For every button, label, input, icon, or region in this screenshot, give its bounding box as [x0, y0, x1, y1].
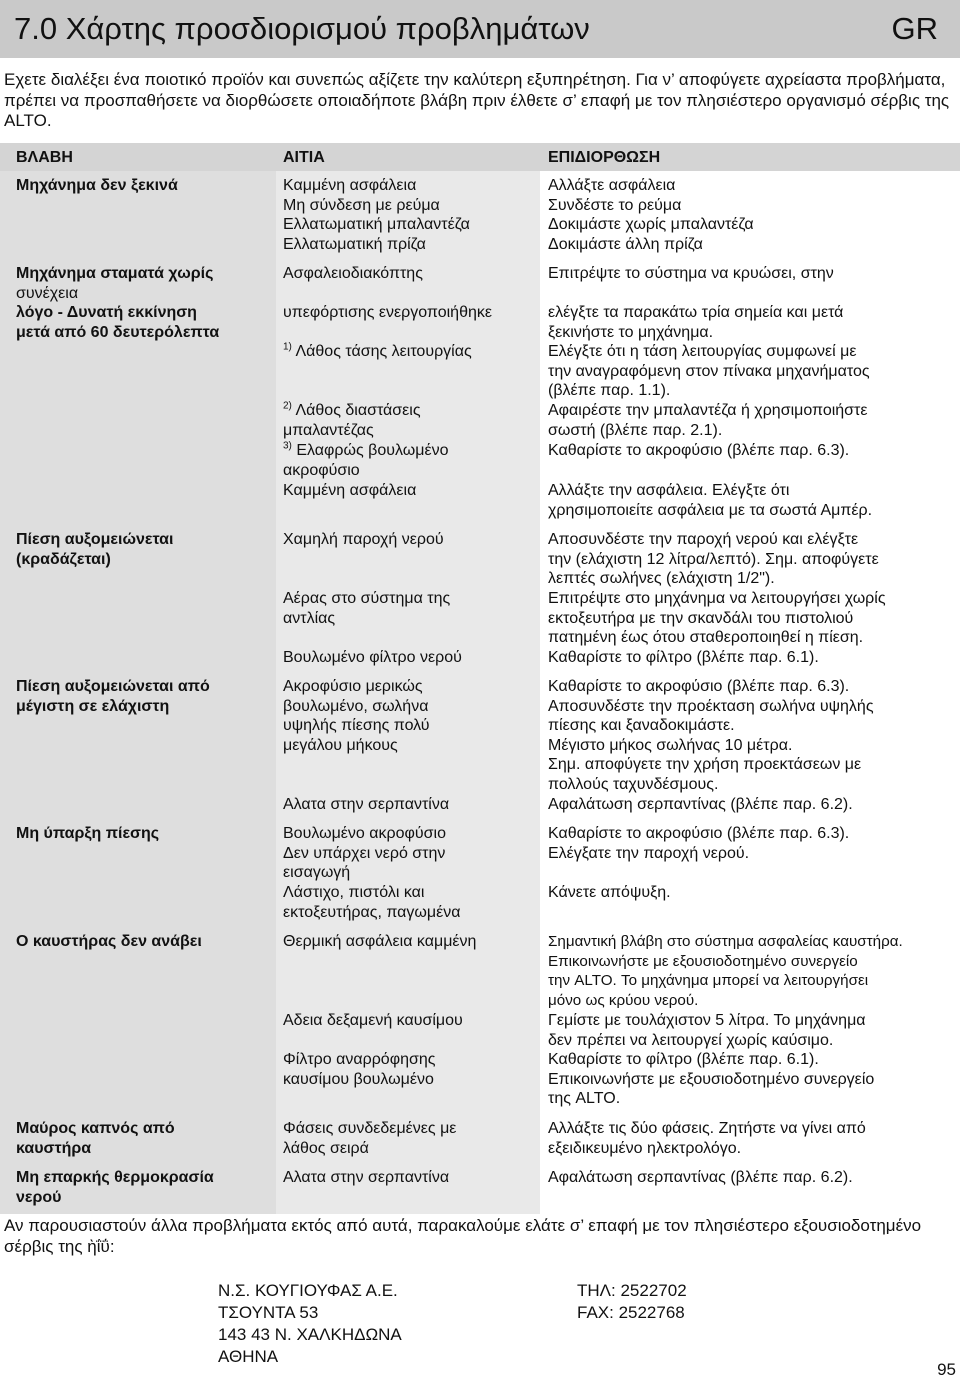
remedy-cell: Αλλάξτε ασφάλεια Συνδέστε το ρεύμα Δοκιμάστε χωρίς μπαλαντέζα Δοκιμάστε άλλη πρίζα	[548, 177, 754, 253]
remedy-cell: Αφαιρέστε την μπαλαντέζα ή χρησιμοποιήστε σωστή (βλέπε παρ. 2.1).	[548, 402, 868, 439]
cause-cell: Καμμένη ασφάλεια	[283, 482, 417, 499]
cause-cell: Λάστιχο, πιστόλι και εκτοξευτήρας, παγωμένα	[283, 884, 461, 921]
fault-cell: Μη επαρκής θερμοκρασία νερού	[16, 1169, 214, 1206]
intro-paragraph: Εχετε διαλέξει ένα ποιοτικό προϊόν και συνεπώς αξίζετε την καλύτερη εξυπηρέτηση. Για ν’ αποφύγετε αχρείαστα προβλήματα, πρέπει να προσπαθήσετε να διορθώσετε οποιαδήποτε βλάβη πριν έλθετε σ’ επαφή με τον πλησιέστερο οργανισμό σέρβις της ALTO.	[4, 70, 950, 130]
service-phone: ΤΗΛ: 2522702	[577, 1281, 687, 1300]
cause-cell: Καμμένη ασφάλεια Μη σύνδεση με ρεύμα Ελλατωματική μπαλαντέζα Ελλατωματική πρίζα	[283, 177, 470, 253]
service-fax: FAX: 2522768	[577, 1303, 685, 1322]
cause-cell: Χαμηλή παροχή νερού	[283, 531, 444, 548]
remedy-cell: Αποσυνδέστε την παροχή νερού και ελέγξτε την (ελάχιστη 12 λίτρα/λεπτό). Σημ. αποφύγετε λεπτές σωλήνες (ελάχιστη 1/2").	[548, 531, 879, 588]
service-address: Ν.Σ. ΚΟΥΓΙΟΥΦΑΣ Α.Ε. ΤΣΟΥΝΤΑ 53 143 43 Ν. ΧΑΛΚΗΔΩΝΑ ΑΘΗΝΑ	[218, 1281, 402, 1366]
outro-paragraph: Αν παρουσιαστούν άλλα προβλήματα εκτός από αυτά, παρακαλούμε ελάτε σ’ επαφή με τον πλησιέστερο εξουσιοδοτημένο σέρβις της ὴΐΰ:	[4, 1216, 922, 1256]
fault-cell-cont: λόγο - Δυνατή εκκίνηση μετά από 60 δευτερόλεπτα	[16, 304, 220, 341]
cause-text: Λάθος διαστάσεις μπαλαντέζας	[283, 402, 421, 439]
cause-cell: Αδεια δεξαμενή καυσίμου	[283, 1012, 463, 1029]
fault-cell: Μηχάνημα δεν ξεκινά	[16, 177, 178, 194]
fault-cell: Μαύρος καπνός από καυστήρα	[16, 1120, 175, 1157]
cause-cell: Αλατα στην σερπαντίνα	[283, 796, 450, 813]
cause-cell	[283, 401, 421, 440]
fault-cell: Μηχάνημα σταματά χωρίς	[16, 265, 214, 282]
cause-cell: Ακροφύσιο μερικώς βουλωμένο, σωλήνα υψηλής πίεσης πολύ μεγάλου μήκους	[283, 678, 430, 754]
page-header	[0, 0, 960, 58]
cause-cell	[283, 441, 449, 480]
cause-cell: Βουλωμένο ακροφύσιο Δεν υπάρχει νερό στην εισαγωγή	[283, 825, 446, 882]
cause-cell: Ασφαλειοδιακόπτης	[283, 265, 423, 282]
footnote-marker: 1)	[283, 341, 292, 353]
remedy-cell: Σημαντική βλάβη στο σύστημα ασφαλείας καυστήρα. Επικοινωνήστε με εξουσιοδοτημένο συνεργείο την ALTO. Το μηχάνημα μπορεί να λειτουργήσει μόνο ως κρύου νερού.	[548, 933, 903, 1009]
fault-cell-cont: συνέχεια	[16, 285, 79, 302]
cause-cell: Θερμική ασφάλεια καμμένη	[283, 933, 477, 950]
fault-cell: Μη ύπαρξη πίεσης	[16, 825, 160, 842]
remedy-cell: Αφαλάτωση σερπαντίνας (βλέπε παρ. 6.2).	[548, 796, 853, 813]
remedy-cell: Αλλάξτε την ασφάλεια. Ελέγξτε ότι χρησιμοποιείτε ασφάλεια με τα σωστά Αμπέρ.	[548, 482, 873, 519]
cause-cell: υπεφόρτισης ενεργοποιήθηκε	[283, 304, 493, 321]
cause-cell: Φίλτρο αναρρόφησης καυσίμου βουλωμένο	[283, 1051, 436, 1088]
cause-cell: Φάσεις συνδεδεμένες με λάθος σειρά	[283, 1120, 457, 1157]
header-fault: ΒΛΑΒΗ	[16, 149, 73, 166]
cause-cell: Αλατα στην σερπαντίνα	[283, 1169, 450, 1186]
table-header-band	[0, 143, 960, 171]
fault-cell: Πίεση αυξομειώνεται από μέγιστη σε ελάχιστη	[16, 678, 210, 715]
remedy-cell: Αλλάξτε τις δύο φάσεις. Ζητήστε να γίνει από εξειδικευμένο ηλεκτρολόγο.	[548, 1120, 866, 1157]
cause-text: Λάθος τάσης λειτουργίας	[295, 343, 472, 360]
remedy-cell: Επιτρέψτε στο μηχάνημα να λειτουργήσει χωρίς εκτοξευτήρα με την σκανδάλι του πιστολιού πατημένη έως ότου σταθεροποιηθεί η πίεση.	[548, 590, 886, 647]
language-code: GR	[891, 11, 938, 46]
footnote-marker: 3)	[283, 440, 292, 452]
remedy-cell: Γεμίστε με τουλάχιστον 5 λίτρα. Το μηχάνημα δεν πρέπει να λειτουργεί χωρίς καύσιμο.	[548, 1012, 866, 1049]
troubleshooting-table	[0, 143, 960, 1214]
header-cause: ΑΙΤΙΑ	[283, 149, 325, 166]
remedy-cell: Καθαρίστε το φίλτρο (βλέπε παρ. 6.1). Επικοινωνήστε με εξουσιοδοτημένο συνεργείο της ALTO.	[548, 1051, 875, 1108]
remedy-cell: Καθαρίστε το ακροφύσιο (βλέπε παρ. 6.3). Αποσυνδέστε την προέκταση σωλήνα υψηλής πίεσης και ξαναδοκιμάστε. Μέγιστο μήκος σωλήνας 10 μέτρα. Σημ. αποφύγετε την χρήση προεκτάσεων με πολλούς ταχυνδέσμους.	[548, 678, 874, 793]
remedy-cell: Επιτρέψτε το σύστημα να κρυώσει, στην	[548, 265, 834, 282]
remedy-cell: ελέγξτε τα παρακάτω τρία σημεία και μετά ξεκινήστε το μηχάνημα.	[548, 304, 844, 341]
page-title: 7.0 Χάρτης προσδιορισμού προβλημάτων	[14, 11, 590, 46]
fault-cell: Ο καυστήρας δεν ανάβει	[16, 933, 202, 950]
page-number: 95	[937, 1360, 956, 1379]
cause-text: Ελαφρώς βουλωμένο ακροφύσιο	[283, 442, 449, 479]
remedy-cell: Καθαρίστε το ακροφύσιο (βλέπε παρ. 6.3). Ελέγξατε την παροχή νερού.	[548, 825, 850, 862]
remedy-cell: Αφαλάτωση σερπαντίνας (βλέπε παρ. 6.2).	[548, 1169, 853, 1186]
cause-cell	[283, 342, 472, 362]
footnote-marker: 2)	[283, 400, 292, 412]
cause-cell: Αέρας στο σύστημα της αντλίας	[283, 590, 451, 627]
cause-cell: Βουλωμένο φίλτρο νερού	[283, 649, 462, 666]
remedy-cell: Κάνετε απόψυξη.	[548, 884, 671, 901]
remedy-cell: Ελέγξτε ότι η τάση λειτουργίας συμφωνεί με την αναγραφόμενη στον πίνακα μηχανήματος (βλέπε παρ. 1.1).	[548, 343, 870, 400]
remedy-cell: Καθαρίστε το ακροφύσιο (βλέπε παρ. 6.3).	[548, 442, 850, 459]
header-remedy: ΕΠΙΔΙΟΡΘΩΣΗ	[548, 149, 661, 166]
remedy-cell: Καθαρίστε το φίλτρο (βλέπε παρ. 6.1).	[548, 649, 819, 666]
fault-cell: Πίεση αυξομειώνεται (κραδάζεται)	[16, 531, 174, 568]
